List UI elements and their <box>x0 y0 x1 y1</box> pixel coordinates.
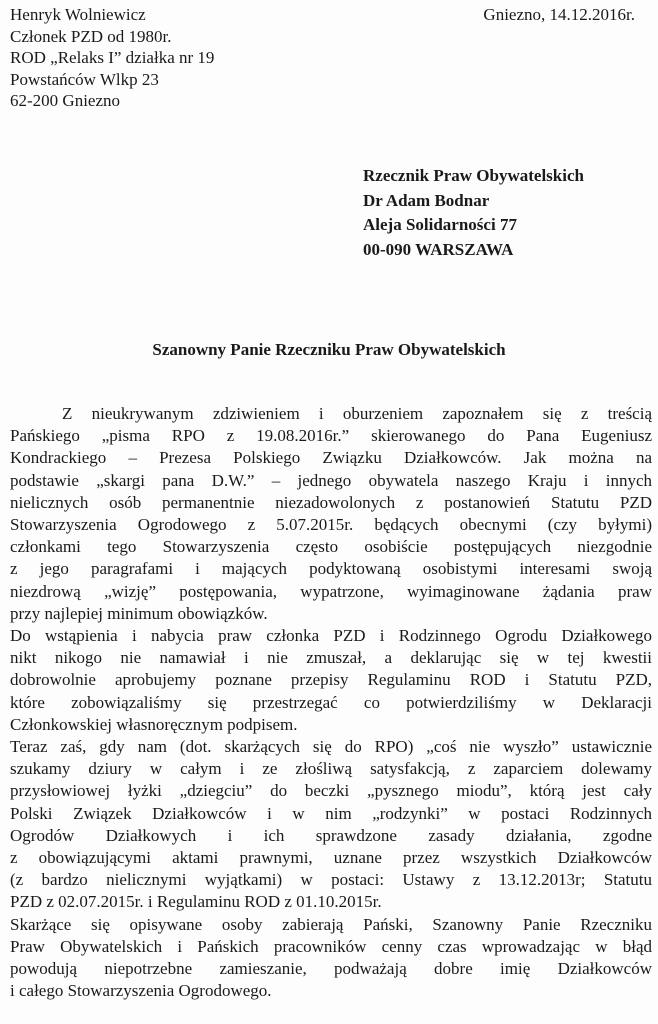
text-line: Skarżące się opisywane osoby zabierają Pański, Szanowny Panie Rzeczniku <box>10 914 652 934</box>
letter-body <box>10 403 652 1002</box>
text-line: Do wstąpienia i nabycia praw członka PZD i Rodzinnego Ogrodu Działkowego <box>10 626 652 646</box>
text-line: Stowarzyszenia Ogrodowego z 5.07.2015r. będących obecnymi (czy byłymi) <box>10 515 652 535</box>
text-line: szukamy dziury w całym i ze złośliwą satysfakcją, z zaparciem dolewamy <box>10 759 652 779</box>
text-line: przy najlepiej minimum obowiązków. <box>10 603 268 623</box>
text-line: Członkowskiej własnoręcznym podpisem. <box>10 714 298 734</box>
text-line: powodują niepotrzebne zamieszanie, podważają dobre imię Działkowców <box>10 959 652 979</box>
paragraph-3 <box>10 736 652 914</box>
text-line: dobrowolnie aprobujemy poznane przepisy Regulaminu ROD i Statutu PZD, <box>10 670 652 690</box>
text-line: członkami tego Stowarzyszenia często osobiście postępujących niezgodnie <box>10 537 652 557</box>
salutation: Szanowny Panie Rzeczniku Praw Obywatelskich <box>152 340 506 359</box>
text-line: PZD z 02.07.2015r. i Regulaminu ROD z 01.10.2015r. <box>10 892 382 912</box>
text-line: Praw Obywatelskich i Pańskich pracowników cenny czas wprowadzając w błąd <box>10 936 652 956</box>
recipient-office: Rzecznik Praw Obywatelskich <box>363 166 584 185</box>
sender-street: Powstańców Wlkp 23 <box>10 69 159 89</box>
sender-city: 62-200 Gniezno <box>10 91 121 110</box>
recipient-address-block <box>363 164 584 262</box>
text-line: nikt nikogo nie namawiał i nie zmuszał, a deklarując się w tej kwestii <box>10 648 652 668</box>
text-line: Polski Związek Działkowców i w nim „rodzynki” w postaci Rodzinnych <box>10 803 652 823</box>
recipient-street: Aleja Solidarności 77 <box>363 215 517 234</box>
text-line: podstawie „skargi pana D.W.” – jednego obywatela naszego Kraju i innych <box>10 470 652 490</box>
text-line: i całego Stowarzyszenia Ogrodowego. <box>10 981 272 1001</box>
text-line: nielicznych osób permanentnie niezadowolonych z postanowień Statutu PZD <box>10 492 652 512</box>
text-line: (z bardzo nielicznymi wyjątkami) w postaci: Ustawy z 13.12.2013r; Statutu <box>10 870 652 890</box>
text-line: z jego paragrafami i mających podyktowaną osobistymi interesami swoją <box>10 559 652 579</box>
letter-date: Gniezno, 14.12.2016r. <box>483 5 635 24</box>
text-line: Z nieukrywanym zdziwieniem i oburzeniem zapoznałem się z treścią <box>62 404 652 423</box>
text-line: Ogrodów Działkowych i ich sprawdzone zasady działania, zgodne <box>10 825 652 845</box>
text-line: przysłowiowej łyżki „dziegciu” do beczki „pysznego miodu”, którą jest cały <box>10 781 652 801</box>
text-line: Kondrackiego – Prezesa Polskiego Związku Działkowców. Jak można na <box>10 448 652 468</box>
text-line: niezdrową „wizję” postępowania, wypatrzone, wyimaginowane żądania praw <box>10 581 652 601</box>
recipient-name: Dr Adam Bodnar <box>363 190 490 210</box>
text-line: które zobowiązaliśmy się przestrzegać co potwierdziliśmy w Deklaracji <box>10 692 652 712</box>
sender-address-block <box>10 4 214 112</box>
recipient-city: 00-090 WARSZAWA <box>363 239 514 259</box>
sender-name: Henryk Wolniewicz <box>10 5 146 24</box>
sender-membership: Członek PZD od 1980r. <box>10 26 172 46</box>
text-line: Teraz zaś, gdy nam (dot. skarżących się do RPO) „coś nie wyszło” ustawicznie <box>10 737 652 757</box>
text-line: z obowiązującymi aktami prawnymi, uznane przez wszystkich Działkowców <box>10 848 652 868</box>
paragraph-2 <box>10 625 652 736</box>
paragraph-1 <box>10 403 652 625</box>
text-line: Pańskiego „pisma RPO z 19.08.2016r.” skierowanego do Pana Eugeniusz <box>10 426 652 446</box>
paragraph-4 <box>10 914 652 1003</box>
sender-plot: ROD „Relaks I” działka nr 19 <box>10 48 215 67</box>
